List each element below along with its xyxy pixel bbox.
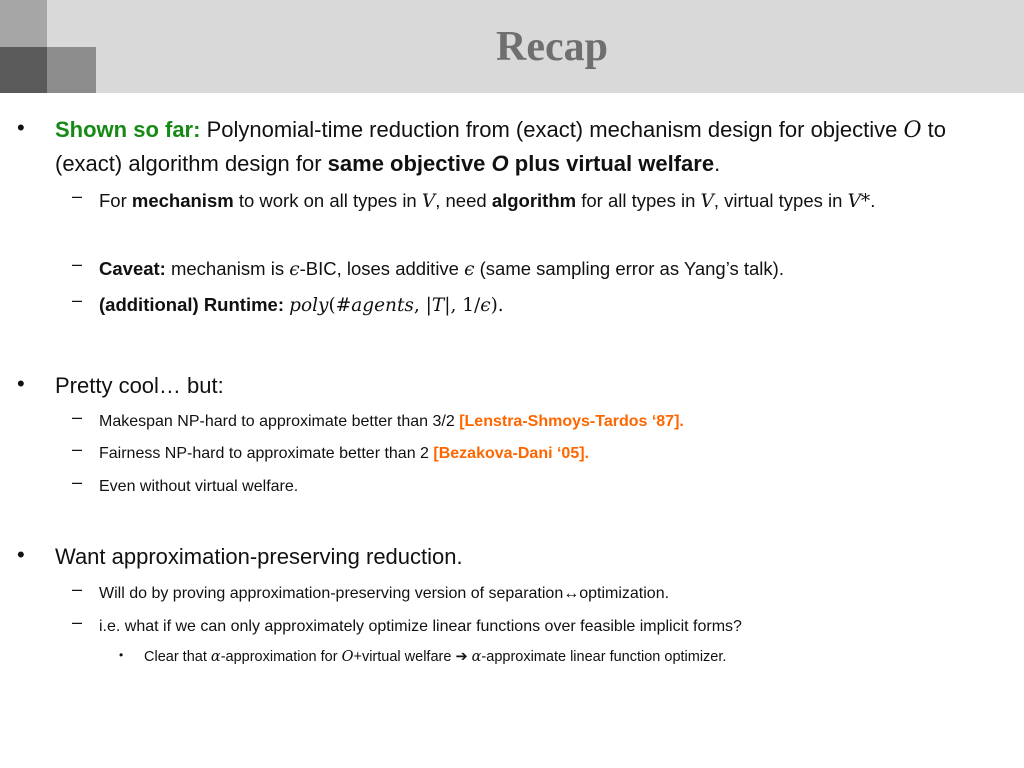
dash-marker: – xyxy=(72,439,83,459)
bullet-marker: • xyxy=(17,542,25,567)
dash-marker: – xyxy=(72,290,83,310)
dash-marker: – xyxy=(72,186,83,206)
bullet-marker: • xyxy=(17,115,25,140)
sub-sub-bullet-clear-that: Clear that α-approximation for O+virtual welfare ➔ α-approximate linear function optimizer. xyxy=(144,649,727,665)
sub-bullet-fairness: Fairness NP-hard to approximate better than 2 [Bezakova-Dani ‘05]. xyxy=(99,445,589,462)
sub-bullet-even-without: Even without virtual welfare. xyxy=(99,478,299,495)
dash-marker: – xyxy=(72,579,83,599)
sub-bullet-will-do: Will do by proving approximation-preserving version of separation↔optimization. xyxy=(99,585,670,602)
bullet-pretty-cool: Pretty cool… but: xyxy=(55,373,224,398)
sub-bullet-caveat: Caveat: mechanism is ϵ-BIC, loses additive ϵ (same sampling error as Yang’s talk). xyxy=(99,258,784,280)
bullet-marker: • xyxy=(17,371,25,396)
slide-title: Recap xyxy=(496,23,608,70)
right-arrow-icon: ➔ xyxy=(455,649,468,665)
sub-bullet-runtime: (additional) Runtime: poly(#agents, |T|, 1/ϵ). xyxy=(99,294,504,316)
bullet-want-approximation: Want approximation-preserving reduction. xyxy=(55,544,463,569)
dash-marker: – xyxy=(72,472,83,492)
dash-marker: – xyxy=(72,612,83,632)
sub-bullet-mechanism: For mechanism to work on all types in V, need algorithm for all types in V, virtual types in V*. xyxy=(99,190,876,212)
dash-marker: – xyxy=(72,254,83,274)
sub-bullet-makespan: Makespan NP-hard to approximate better than 3/2 [Lenstra-Shmoys-Tardos ‘87]. xyxy=(99,413,684,430)
bullet-shown-so-far: Shown so far: Polynomial-time reduction from (exact) mechanism design for objective O to (exact) algorithm design for same objective O plus virtual welfare. xyxy=(55,117,947,176)
dash-marker: – xyxy=(72,407,83,427)
sub-bullet-ie-what-if: i.e. what if we can only approximately optimize linear functions over feasible implicit forms? xyxy=(99,618,742,635)
bullet-marker: • xyxy=(119,648,124,662)
